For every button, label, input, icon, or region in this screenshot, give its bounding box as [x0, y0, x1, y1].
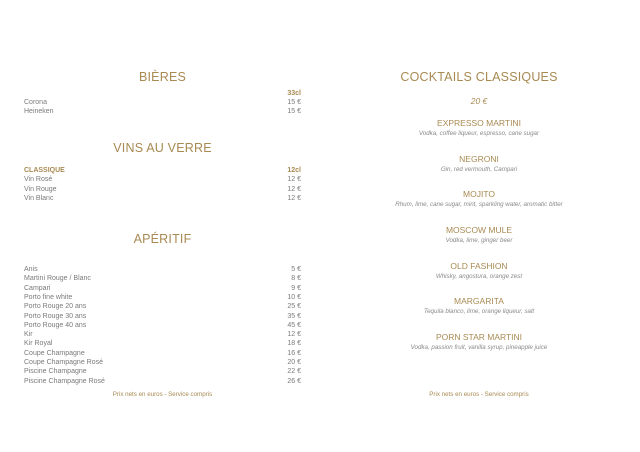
- left-footer-note: Prix nets en euros - Service compris: [112, 391, 213, 398]
- cocktail-desc: Vodka, coffee liqueur, espresso, cane sugar: [418, 130, 540, 137]
- item-price: 12 €: [287, 176, 301, 183]
- item-price: 12 €: [287, 195, 301, 202]
- item-name: Anis: [24, 266, 38, 273]
- item-name: Corona: [24, 99, 47, 106]
- item-price: 5 €: [291, 266, 301, 273]
- cocktails-title: COCKTAILS CLASSIQUES: [400, 70, 558, 84]
- cocktail-name: MOSCOW MULE: [445, 225, 513, 235]
- cocktail-item: [370, 332, 588, 352]
- menu-item: [24, 339, 301, 348]
- item-price: 25 €: [287, 303, 301, 311]
- menu-item: [24, 293, 301, 302]
- menu-item: [24, 185, 301, 194]
- item-price: 15 €: [287, 99, 301, 106]
- beers-title: BIÈRES: [138, 70, 187, 84]
- item-name: Porto Rouge 30 ans: [24, 312, 87, 320]
- item-name: Coupe Champagne Rosé: [24, 359, 103, 366]
- cocktail-name: MOJITO: [463, 189, 495, 199]
- wines-header-row: [24, 166, 301, 175]
- item-name: Porto fine white: [24, 293, 73, 301]
- menu-item: [24, 284, 301, 293]
- menu-item: [24, 330, 301, 339]
- menu-item: [24, 175, 301, 184]
- cocktail-desc: Tequila blanco, lime, orange liqueur, salt: [423, 308, 535, 315]
- item-price: 26 €: [287, 377, 301, 385]
- menu-item: [24, 265, 301, 274]
- menu-item: [24, 312, 301, 321]
- item-name: Kir: [24, 331, 33, 339]
- menu-item: [24, 321, 301, 330]
- item-price: 10 €: [287, 293, 301, 301]
- cocktail-desc: Vodka, passion fruit, vanilla syrup, pineapple juice: [410, 344, 548, 351]
- cocktail-name: NEGRONI: [459, 154, 499, 164]
- item-name: Porto Rouge 40 ans: [24, 321, 87, 329]
- cocktail-name: EXPRESSO MARTINI: [437, 118, 521, 128]
- cocktail-name: OLD FASHION: [450, 261, 508, 271]
- menu-item: [24, 349, 301, 358]
- item-name: Heineken: [24, 108, 54, 115]
- cocktail-name: PORN STAR MARTINI: [435, 332, 523, 342]
- item-price: 9 €: [291, 284, 301, 292]
- item-price: 22 €: [287, 368, 301, 376]
- cocktail-item: [370, 154, 588, 174]
- cocktail-item: [370, 261, 588, 281]
- menu-item: [24, 107, 301, 116]
- item-name: Vin Blanc: [24, 195, 54, 202]
- menu-item: [24, 377, 301, 386]
- item-price: 8 €: [291, 275, 301, 283]
- item-price: 12 €: [287, 331, 301, 339]
- item-name: Vin Rouge: [24, 185, 57, 193]
- item-name: Martini Rouge / Blanc: [24, 275, 91, 283]
- item-name: Campari: [24, 284, 51, 292]
- cocktail-desc: Gin, red vermouth, Campari: [440, 166, 518, 173]
- item-name: Vin Rosé: [24, 176, 53, 183]
- item-price: 45 €: [287, 321, 301, 329]
- menu-item: [24, 194, 301, 203]
- menu-item: [24, 274, 301, 283]
- cocktail-desc: Vodka, lime, ginger beer: [445, 237, 513, 244]
- item-price: 18 €: [287, 340, 301, 348]
- item-name: Kir Royal: [24, 340, 53, 348]
- menu-item: [24, 98, 301, 107]
- wines-title: VINS AU VERRE: [113, 141, 212, 155]
- cocktail-item: [370, 296, 588, 316]
- cocktail-item: [370, 225, 588, 245]
- right-footer-note: Prix nets en euros - Service compris: [429, 391, 529, 398]
- item-name: Porto Rouge 20 ans: [24, 303, 87, 311]
- beers-size-header-row: [24, 89, 301, 98]
- menu-item: [24, 358, 301, 367]
- cocktail-item: [370, 189, 588, 209]
- wines-size-header: 12cl: [287, 167, 301, 174]
- item-name: Piscine Champagne: [24, 368, 87, 376]
- cocktail-name: MARGARITA: [454, 296, 504, 306]
- cocktails-price: 20 €: [470, 96, 488, 106]
- item-price: 15 €: [287, 108, 301, 115]
- item-name: Piscine Champagne Rosé: [24, 377, 105, 385]
- item-price: 20 €: [287, 359, 301, 366]
- menu-item: [24, 367, 301, 376]
- item-price: 35 €: [287, 312, 301, 320]
- cocktail-item: [370, 118, 588, 138]
- cocktail-desc: Rhum, lime, cane sugar, mint, sparkling water, aromatic bitter: [395, 201, 563, 208]
- aperitif-title: APÉRITIF: [133, 232, 192, 246]
- item-name: Coupe Champagne: [24, 349, 85, 357]
- wines-category: CLASSIQUE: [24, 167, 65, 174]
- item-price: 12 €: [287, 185, 301, 193]
- beers-size-header: 33cl: [287, 90, 301, 97]
- menu-item: [24, 302, 301, 311]
- item-price: 16 €: [287, 349, 301, 357]
- cocktail-desc: Whisky, angostura, orange zest: [435, 273, 523, 280]
